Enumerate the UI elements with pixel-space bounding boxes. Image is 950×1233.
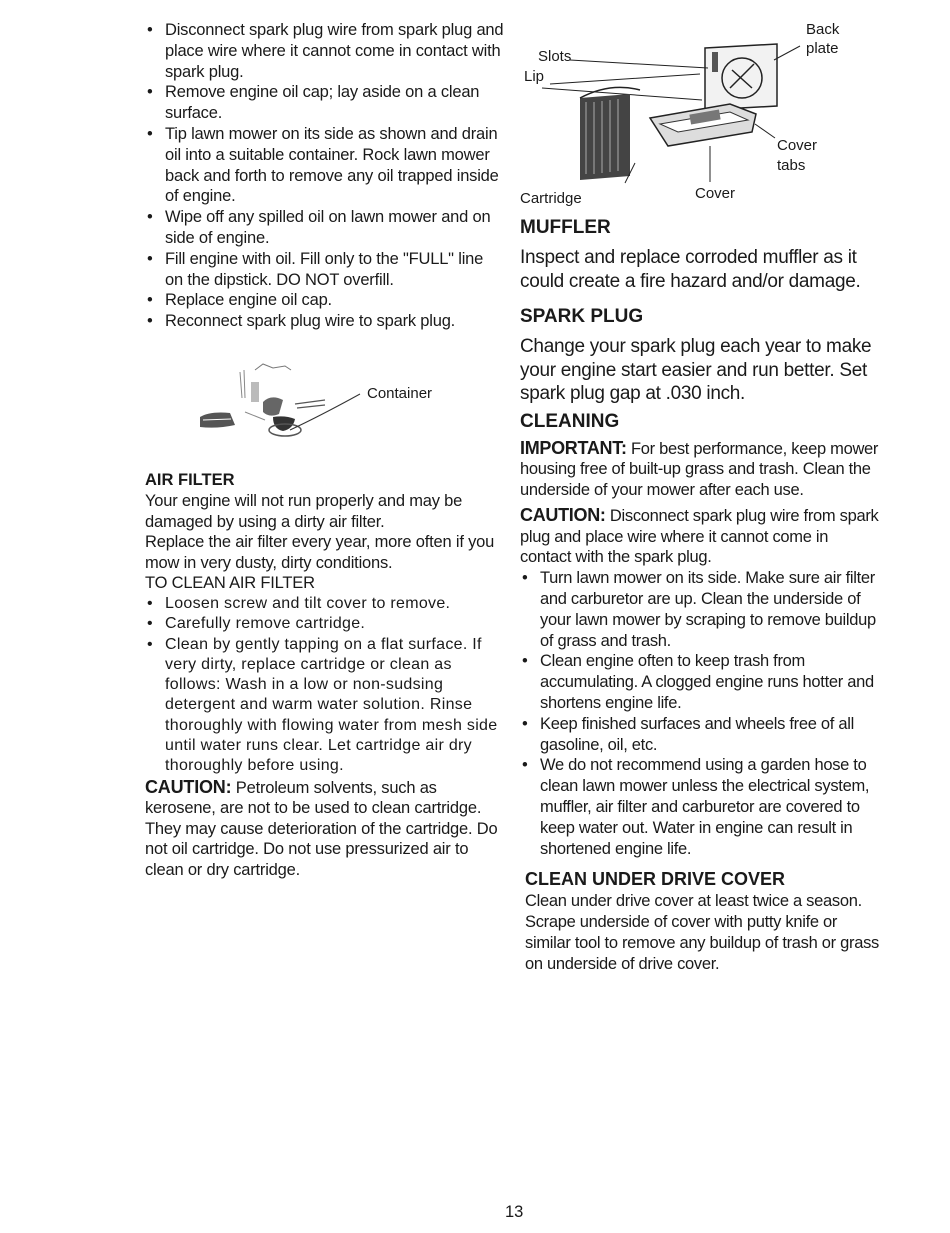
- right-column: [520, 18, 880, 975]
- page-number: 13: [505, 1203, 524, 1221]
- caution-text: Disconnect spark plug wire from spark plug and place wire where it cannot come in contact with the spark plug.: [520, 506, 879, 567]
- cleaning-important: [520, 438, 880, 501]
- oil-drain-illustration: [145, 332, 505, 457]
- air-filter-paragraph-2: Replace the air filter every year, more often if you mow in very dusty, dirty conditions.: [145, 533, 495, 572]
- list-item: • Loosen screw and tilt cover to remove.: [145, 594, 505, 614]
- cleaning-heading: CLEANING: [520, 410, 620, 432]
- cleaning-steps: [520, 568, 880, 859]
- drive-cover-text: Clean under drive cover at least twice a season. Scrape underside of cover with putty knife or similar tool to remove any buildup of trash or grass on underside of drive cover.: [525, 892, 879, 973]
- spark-plug-heading: SPARK PLUG: [520, 306, 644, 327]
- cartridge-label: Cartridge: [520, 190, 582, 207]
- cover-label: Cover: [695, 185, 736, 202]
- air-filter-caution: [145, 777, 505, 881]
- muffler-heading: MUFFLER: [520, 217, 611, 238]
- container-label: Container: [367, 384, 433, 402]
- cover-tabs-label: Cover tabs: [777, 137, 818, 174]
- list-item: • Disconnect spark plug wire from spark plug and place wire where it cannot come in contact with spark plug.: [145, 20, 505, 82]
- list-item: • Replace engine oil cap.: [145, 290, 505, 311]
- important-text: For best performance, keep mower housing free of built-up grass and trash. Clean the underside of your mower after each use.: [520, 439, 879, 500]
- list-item: • Remove engine oil cap; lay aside on a clean surface.: [145, 82, 505, 124]
- spark-plug-text: Change your spark plug each year to make your engine start easier and run better. Set spark plug gap at .030 inch.: [520, 336, 872, 404]
- drive-cover-heading: CLEAN UNDER DRIVE COVER: [525, 869, 786, 890]
- air-filter-illustration: [520, 18, 880, 208]
- list-item: • We do not recommend using a garden hose to clean lawn mower unless the electrical system, muffler, air filter and carburetor are covered to keep water out. Water in engine can result in shortened engine life.: [520, 755, 880, 859]
- left-column: [145, 20, 505, 881]
- list-item: • Clean by gently tapping on a flat surface. If very dirty, replace cartridge or clean as follows: Wash in a low or non-sudsing detergent and warm water solution. Rinse thoroughly with flowing water from mesh side until water runs clear. Let cartridge air dry thoroughly before using.: [145, 635, 505, 777]
- list-item: • Tip lawn mower on its side as shown and drain oil into a suitable container. Rock lawn mower back and forth to remove any oil trapped inside of engine.: [145, 124, 505, 207]
- air-filter-subheading: TO CLEAN AIR FILTER: [145, 574, 315, 593]
- caution-label: CAUTION:: [520, 504, 606, 525]
- slots-label: Slots: [538, 48, 572, 65]
- list-item: • Wipe off any spilled oil on lawn mower and on side of engine.: [145, 207, 505, 249]
- list-item: • Keep finished surfaces and wheels free of all gasoline, oil, etc.: [520, 714, 880, 756]
- lip-label: Lip: [524, 68, 545, 85]
- list-item: • Turn lawn mower on its side. Make sure air filter and carburetor are up. Clean the underside of your lawn mower by scraping to remove buildup of grass and trash.: [520, 568, 880, 651]
- caution-label: CAUTION:: [145, 776, 232, 797]
- muffler-text: Inspect and replace corroded muffler as it could create a fire hazard and/or damage.: [520, 247, 861, 292]
- mower-container-drawing: [145, 332, 505, 457]
- caution-text: Petroleum solvents, such as kerosene, are not to be used to clean cartridge. They may cause deterioration of the cartridge. Do not oil cartridge. Do not use pressurized air to clean or dry cartridge.: [145, 778, 498, 879]
- air-filter-steps: [145, 594, 505, 777]
- list-item: • Reconnect spark plug wire to spark plug.: [145, 311, 505, 332]
- list-item: • Clean engine often to keep trash from accumulating. A clogged engine runs hotter and shortens engine life.: [520, 651, 880, 713]
- cleaning-caution: [520, 505, 880, 568]
- air-filter-heading: AIR FILTER: [145, 470, 235, 489]
- back-plate-label: Back plate: [806, 21, 840, 57]
- list-item: • Carefully remove cartridge.: [145, 614, 505, 634]
- important-label: IMPORTANT:: [520, 437, 627, 458]
- list-item: • Fill engine with oil. Fill only to the "FULL" line on the dipstick. DO NOT overfill.: [145, 249, 505, 291]
- air-filter-paragraph-1: Your engine will not run properly and may be damaged by using a dirty air filter.: [145, 491, 463, 531]
- oil-change-steps: [145, 20, 505, 332]
